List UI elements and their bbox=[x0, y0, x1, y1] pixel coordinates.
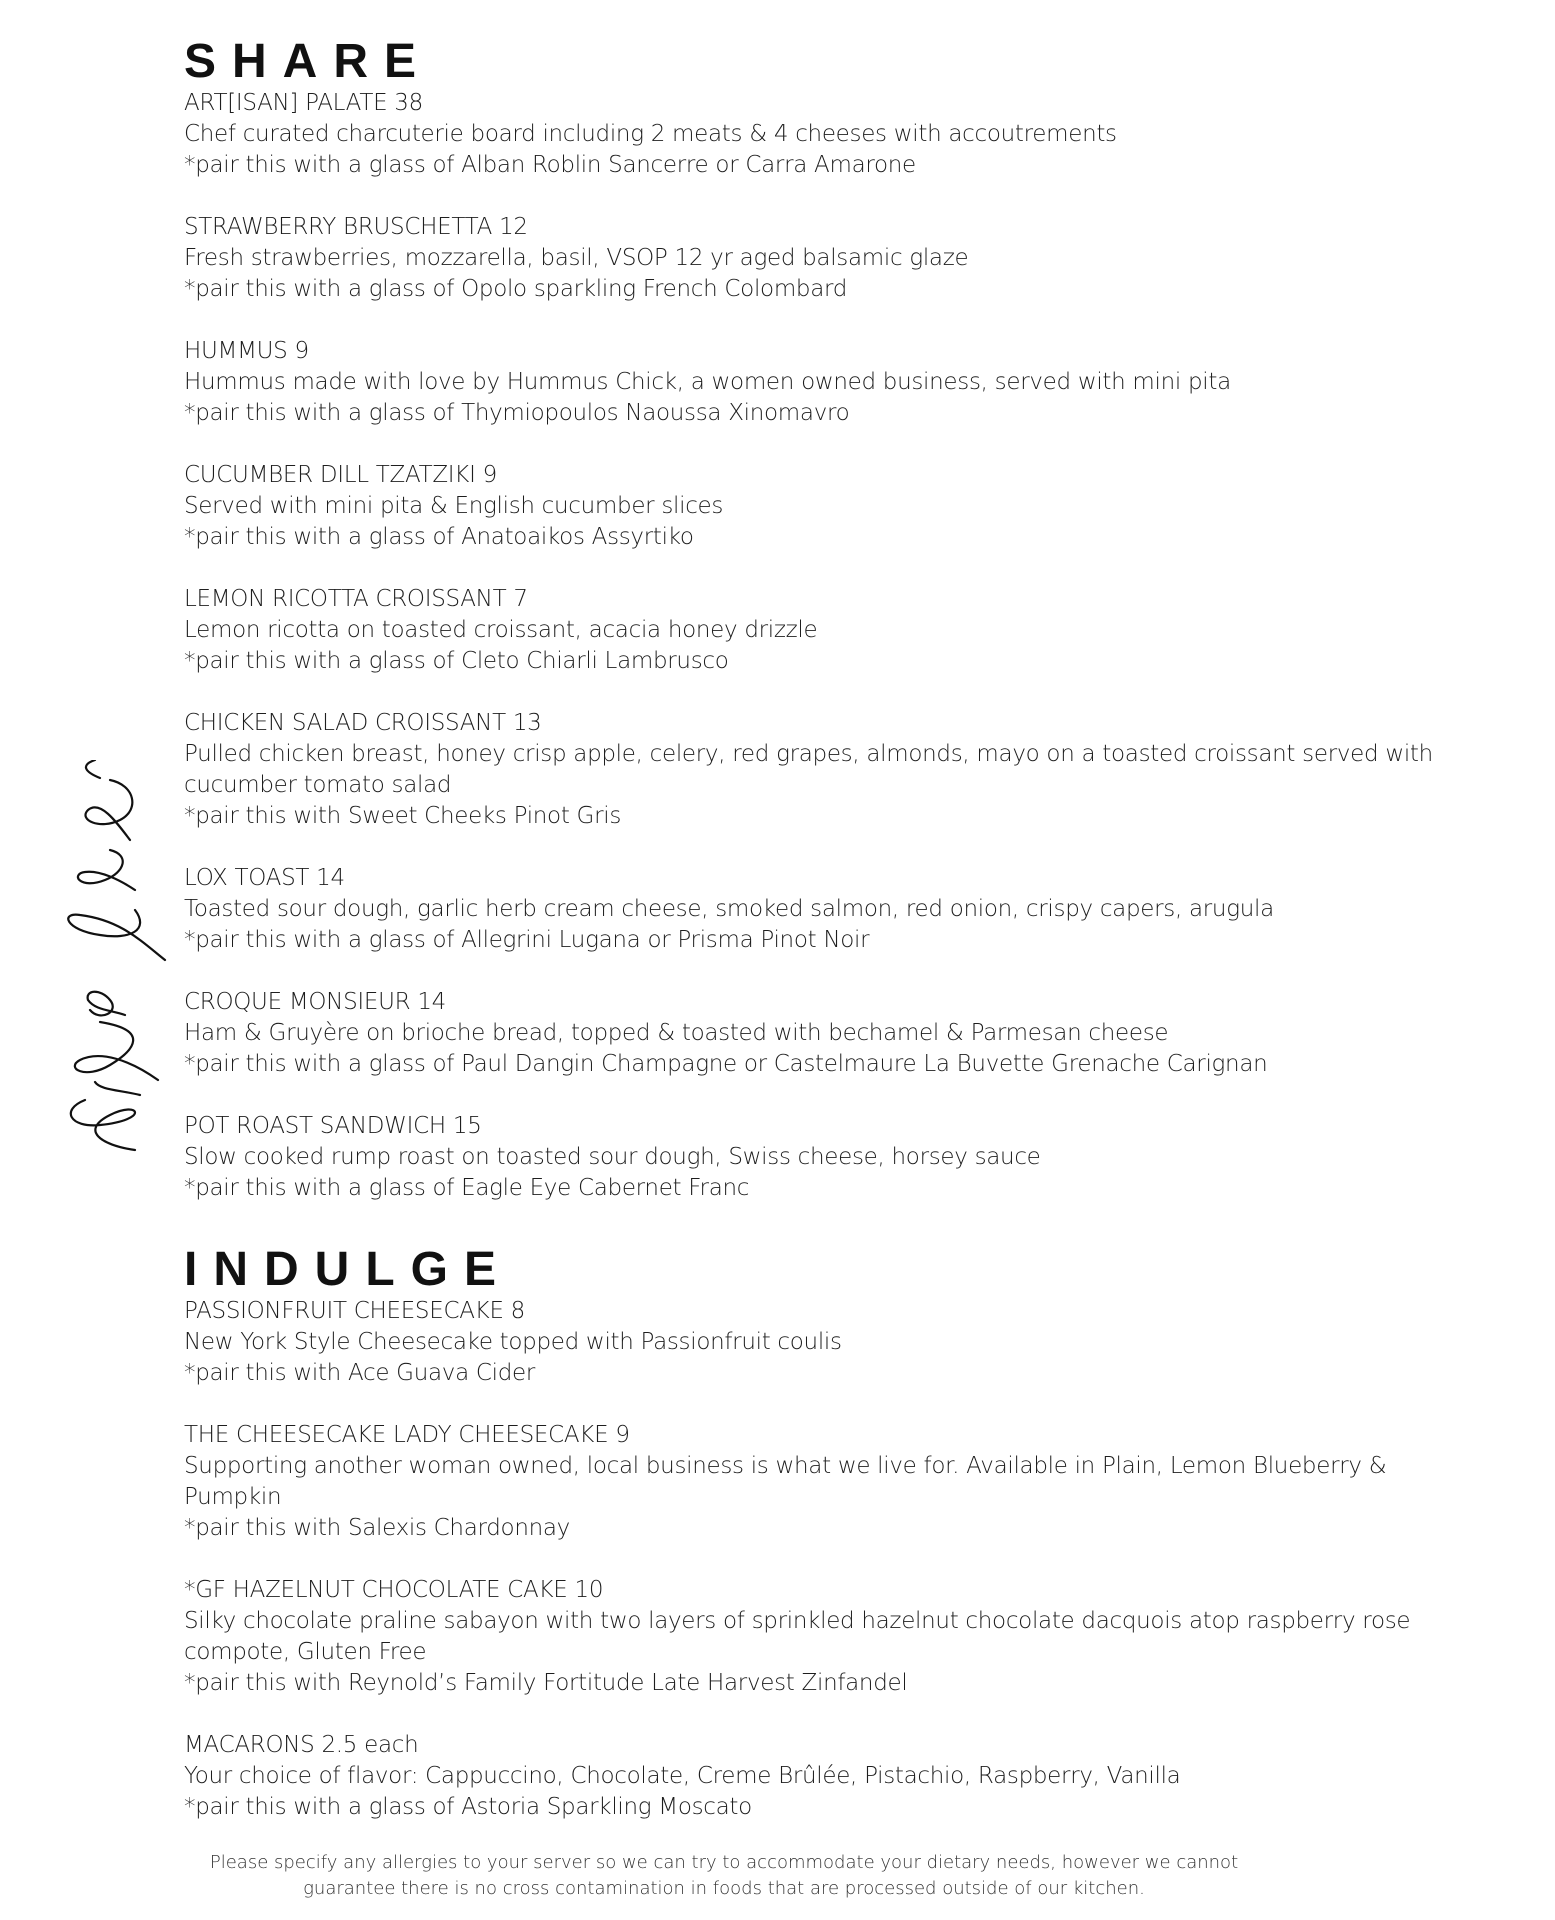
menu-item-pairing: *pair this with a glass of Alban Roblin Sancerre or Carra Amarone bbox=[184, 152, 916, 178]
menu-item-name: CROQUE MONSIEUR 14 bbox=[184, 989, 446, 1015]
allergy-footer bbox=[184, 1850, 1264, 1902]
lite-fare-script-logo bbox=[40, 760, 170, 1160]
menu-item-description: Served with mini pita & English cucumber slices bbox=[184, 493, 724, 519]
menu-item bbox=[184, 1575, 1464, 1699]
menu-item-description: Toasted sour dough, garlic herb cream cheese, smoked salmon, red onion, crispy capers, arugula bbox=[184, 896, 1274, 922]
menu-item-pairing: *pair this with Ace Guava Cider bbox=[184, 1360, 536, 1386]
footer-line-1: Please specify any allergies to your server so we can try to accommodate your dietary needs, however we cannot bbox=[209, 1852, 1239, 1873]
menu-item-pairing: *pair this with a glass of Cleto Chiarli Lambrusco bbox=[184, 648, 729, 674]
menu-item bbox=[184, 1296, 1464, 1389]
menu-item-description: Chef curated charcuterie board including 2 meats & 4 cheeses with accoutrements bbox=[184, 121, 1117, 147]
share-section bbox=[184, 36, 1464, 1235]
indulge-items-list bbox=[184, 1296, 1464, 1823]
menu-item-pairing: *pair this with a glass of Opolo sparkling French Colombard bbox=[184, 276, 848, 302]
menu-item bbox=[184, 336, 1464, 429]
menu-item-name: HUMMUS 9 bbox=[184, 338, 309, 364]
menu-item-name: CHICKEN SALAD CROISSANT 13 bbox=[184, 710, 542, 736]
menu-item-pairing: *pair this with Reynold’s Family Fortitude Late Harvest Zinfandel bbox=[184, 1670, 908, 1696]
menu-item-description: Slow cooked rump roast on toasted sour dough, Swiss cheese, horsey sauce bbox=[184, 1144, 1041, 1170]
menu-item-description: Your choice of flavor: Cappuccino, Chocolate, Creme Brûlée, Pistachio, Raspberry, Vanilla bbox=[184, 1763, 1181, 1789]
menu-item-description: Hummus made with love by Hummus Chick, a women owned business, served with mini pita bbox=[184, 369, 1231, 395]
menu-item-name: ART[ISAN] PALATE 38 bbox=[184, 90, 423, 116]
menu-item bbox=[184, 1111, 1464, 1204]
menu-item-pairing: *pair this with a glass of Astoria Sparkling Moscato bbox=[184, 1794, 752, 1820]
menu-item-name: LOX TOAST 14 bbox=[184, 865, 345, 891]
menu-item-name: CUCUMBER DILL TZATZIKI 9 bbox=[184, 462, 497, 488]
menu-item-description: Lemon ricotta on toasted croissant, acacia honey drizzle bbox=[184, 617, 818, 643]
menu-item bbox=[184, 863, 1464, 956]
share-items-list bbox=[184, 88, 1464, 1204]
menu-item-pairing: *pair this with Salexis Chardonnay bbox=[184, 1515, 570, 1541]
footer-line-2: guarantee there is no cross contamination in foods that are processed outside of our kitchen. bbox=[303, 1878, 1145, 1899]
menu-item-name: PASSIONFRUIT CHEESECAKE 8 bbox=[184, 1298, 526, 1324]
menu-item bbox=[184, 1420, 1464, 1544]
menu-item-name: THE CHEESECAKE LADY CHEESECAKE 9 bbox=[184, 1422, 630, 1448]
menu-item-name: LEMON RICOTTA CROISSANT 7 bbox=[184, 586, 528, 612]
menu-item-pairing: *pair this with a glass of Anatoaikos Assyrtiko bbox=[184, 524, 694, 550]
share-title: SHARE bbox=[184, 35, 433, 88]
menu-item-pairing: *pair this with a glass of Allegrini Lugana or Prisma Pinot Noir bbox=[184, 927, 870, 953]
menu-item-pairing: *pair this with a glass of Eagle Eye Cabernet Franc bbox=[184, 1175, 750, 1201]
menu-item-description: Supporting another woman owned, local business is what we live for. Available in Plain, Lemon Blueberry & Pumpkin bbox=[184, 1453, 1387, 1510]
indulge-section bbox=[184, 1244, 1464, 1854]
menu-item bbox=[184, 987, 1464, 1080]
menu-item-pairing: *pair this with a glass of Thymiopoulos Naoussa Xinomavro bbox=[184, 400, 850, 426]
menu-item-pairing: *pair this with a glass of Paul Dangin Champagne or Castelmaure La Buvette Grenache Carignan bbox=[184, 1051, 1268, 1077]
menu-item bbox=[184, 88, 1464, 181]
menu-item-name: MACARONS 2.5 each bbox=[184, 1732, 419, 1758]
menu-item-name: *GF HAZELNUT CHOCOLATE CAKE 10 bbox=[184, 1577, 604, 1603]
menu-item bbox=[184, 708, 1464, 832]
menu-item bbox=[184, 1730, 1464, 1823]
menu-item-name: POT ROAST SANDWICH 15 bbox=[184, 1113, 482, 1139]
menu-item bbox=[184, 584, 1464, 677]
menu-item-name: STRAWBERRY BRUSCHETTA 12 bbox=[184, 214, 528, 240]
menu-item-description: Ham & Gruyère on brioche bread, topped & toasted with bechamel & Parmesan cheese bbox=[184, 1020, 1169, 1046]
menu-item-description: Pulled chicken breast, honey crisp apple, celery, red grapes, almonds, mayo on a toasted croissant served with cucumber tomato salad bbox=[184, 741, 1433, 798]
menu-item bbox=[184, 460, 1464, 553]
menu-item-description: Fresh strawberries, mozzarella, basil, VSOP 12 yr aged balsamic glaze bbox=[184, 245, 969, 271]
menu-item bbox=[184, 212, 1464, 305]
menu-item-description: Silky chocolate praline sabayon with two layers of sprinkled hazelnut chocolate dacquois atop raspberry rose compote, Gluten Free bbox=[184, 1608, 1411, 1665]
menu-item-pairing: *pair this with Sweet Cheeks Pinot Gris bbox=[184, 803, 622, 829]
indulge-title: INDULGE bbox=[184, 1243, 512, 1296]
menu-item-description: New York Style Cheesecake topped with Passionfruit coulis bbox=[184, 1329, 842, 1355]
